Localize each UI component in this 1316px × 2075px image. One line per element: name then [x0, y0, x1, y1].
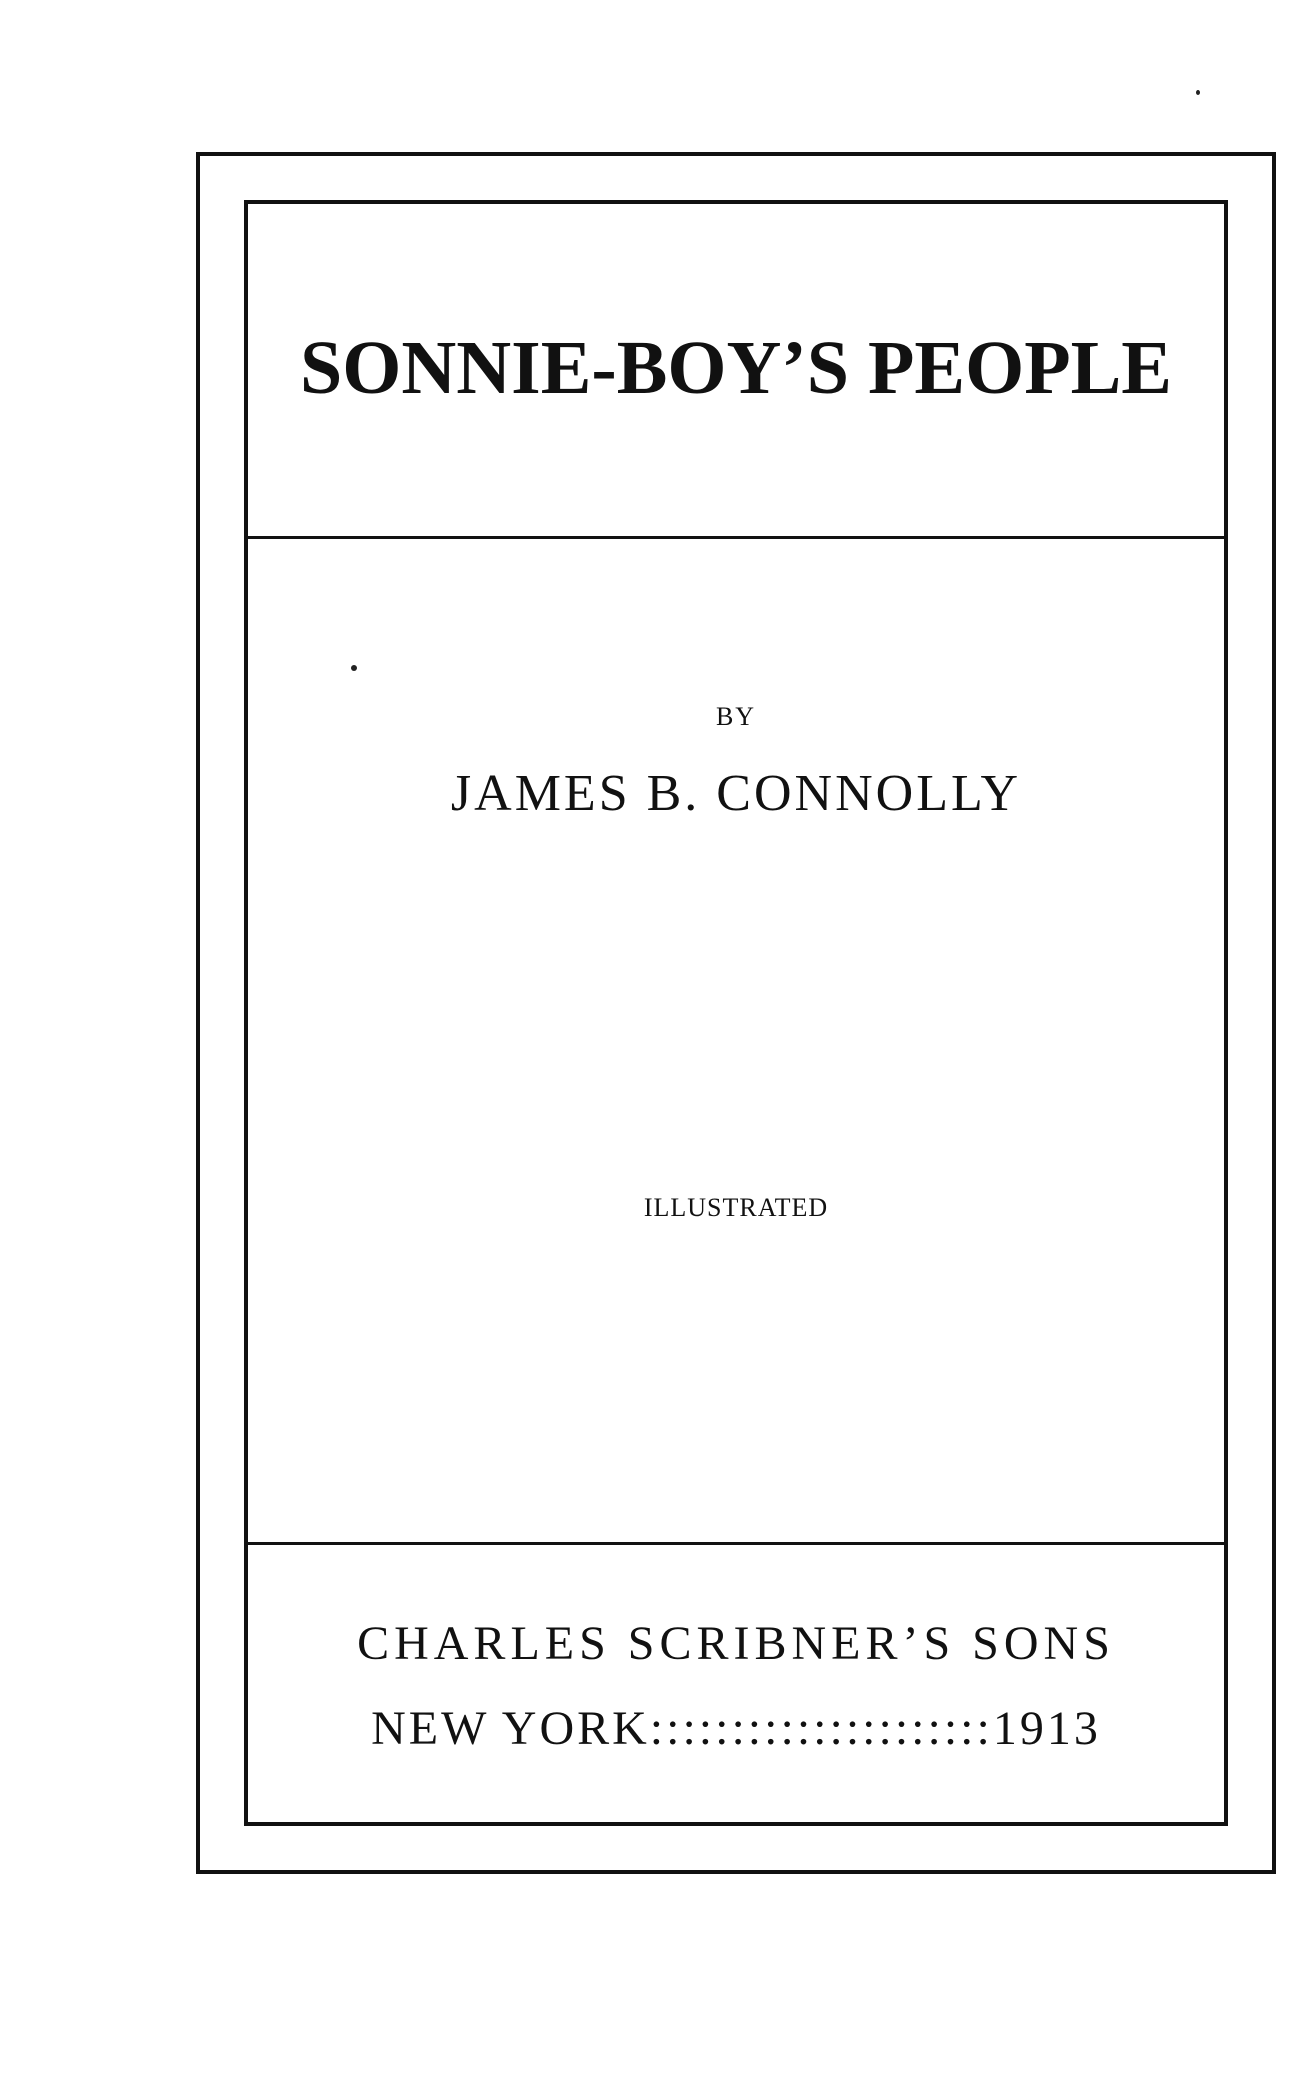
print-speck — [351, 665, 357, 671]
publisher-divider-rule — [244, 1542, 1228, 1545]
author-name: JAMES B. CONNOLLY — [450, 765, 1022, 822]
illustrated-note: ILLUSTRATED — [643, 1193, 829, 1222]
title-divider-rule — [244, 536, 1228, 539]
print-speck — [1196, 90, 1200, 95]
inner-border-frame — [244, 200, 1228, 1826]
by-line: BY — [715, 702, 757, 731]
publisher-name: CHARLES SCRIBNER’S SONS — [357, 1617, 1115, 1670]
book-title: SONNIE-BOY’S PEOPLE — [299, 326, 1173, 410]
imprint-line: NEW YORK:::::::::::::::::::::1913 — [371, 1702, 1101, 1755]
